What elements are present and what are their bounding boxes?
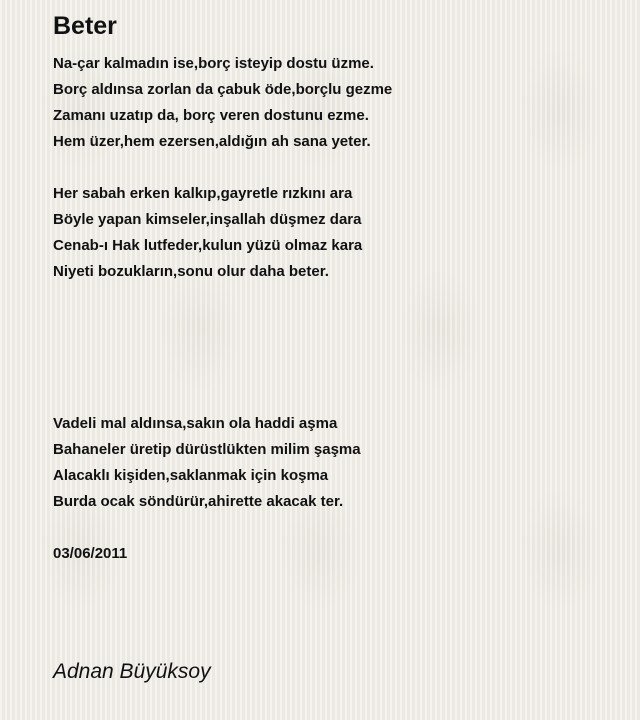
poem-line: Niyeti bozukların,sonu olur daha beter. — [53, 263, 329, 280]
poem-line: Zamanı uzatıp da, borç veren dostunu ezme. — [53, 107, 369, 124]
poem-line: Burda ocak söndürür,ahirette akacak ter. — [53, 493, 344, 510]
poem-line: Alacaklı kişiden,saklanmak için koşma — [53, 467, 329, 484]
stanza-3 — [53, 411, 361, 515]
stanza-1 — [53, 51, 392, 155]
poem-line: Borç aldınsa zorlan da çabuk öde,borçlu gezme — [53, 81, 393, 98]
poem-date: 03/06/2011 — [53, 545, 128, 562]
poem-line: Her sabah erken kalkıp,gayretle rızkını ara — [53, 185, 353, 202]
poem-line: Böyle yapan kimseler,inşallah düşmez dara — [53, 211, 362, 228]
poem-line: Hem üzer,hem ezersen,aldığın ah sana yeter. — [53, 133, 371, 150]
poem-title: Beter — [53, 12, 117, 40]
poem-line: Na-çar kalmadın ise,borç isteyip dostu üzme. — [53, 55, 374, 72]
poem-author: Adnan Büyüksoy — [53, 660, 211, 683]
stanza-2 — [53, 181, 362, 285]
poem-line: Vadeli mal aldınsa,sakın ola haddi aşma — [53, 415, 338, 432]
poem-line: Cenab-ı Hak lutfeder,kulun yüzü olmaz kara — [53, 237, 363, 254]
poem-line: Bahaneler üretip dürüstlükten milim şaşma — [53, 441, 361, 458]
